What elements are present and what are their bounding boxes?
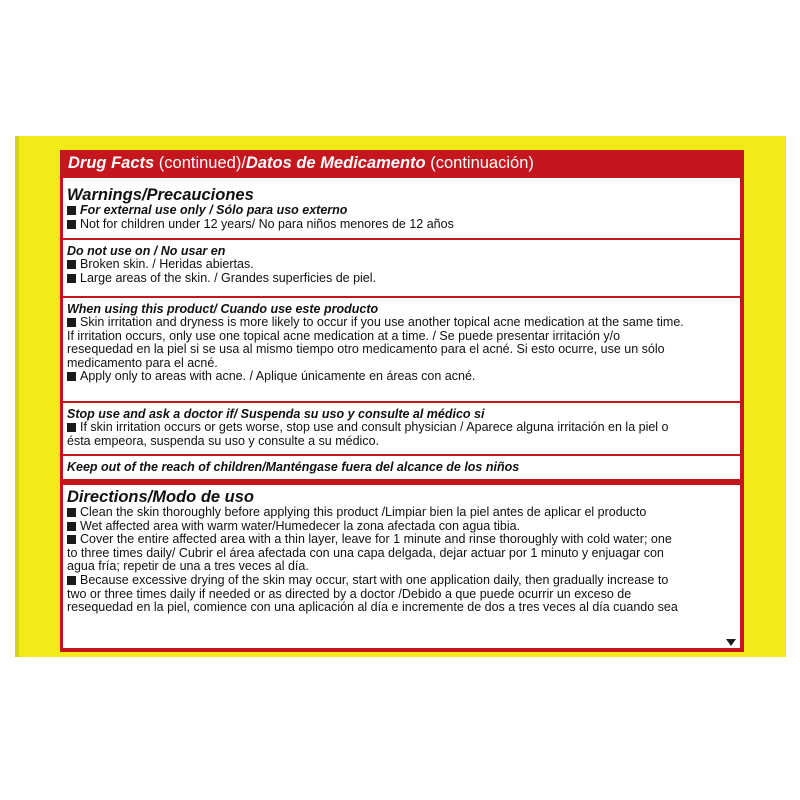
bullet-icon <box>67 220 76 229</box>
directions-item: Because excessive drying of the skin may occur, start with one application daily, then gradually increase to <box>67 574 734 588</box>
when-using-item: Apply only to areas with acne. / Aplique únicamente en áreas con acné. <box>67 370 734 384</box>
header-continued: (continued)/ <box>158 154 246 172</box>
warnings-title: Warnings/Precauciones <box>67 186 254 204</box>
bullet-icon <box>67 260 76 269</box>
when-using-title: When using this product/ Cuando use este producto <box>67 302 379 316</box>
stop-use-item-cont: ésta empeora, suspenda su uso y consulte a su médico. <box>67 433 379 448</box>
header-continuacion: (continuación) <box>430 154 534 172</box>
bullet-icon <box>67 423 76 432</box>
do-not-use-section <box>67 244 734 285</box>
section-divider <box>63 238 740 240</box>
directions-item-cont: resequedad en la piel, comience con una aplicación al día e incremente de dos a tres veces al día cuando sea <box>67 600 678 615</box>
directions-item-cont: agua fría; repetir de una a tres veces al día. <box>67 559 309 574</box>
stop-use-title: Stop use and ask a doctor if/ Suspenda su uso y consulte al médico si <box>67 407 485 421</box>
bullet-icon <box>67 576 76 585</box>
warnings-item: Not for children under 12 years/ No para niños menores de 12 años <box>67 218 734 232</box>
bullet-icon <box>67 318 76 327</box>
continued-arrow-icon <box>726 639 736 646</box>
when-using-item-cont: resequedad en la piel si se usa al mismo tiempo otro medicamento para el acné. Si esto ocurre, use un sólo <box>67 342 665 357</box>
directions-item-cont: to three times daily/ Cubrir el área afectada con una capa delgada, dejar actuar por 1 minuto y enjuagar con <box>67 545 664 560</box>
directions-item: Cover the entire affected area with a thin layer, leave for 1 minute and rinse thoroughly with cold water; one <box>67 533 734 547</box>
keep-out-section <box>67 460 734 474</box>
header-drug-facts: Drug Facts <box>68 154 155 172</box>
directions-item-cont: two or three times daily if needed or as directed by a doctor /Debido a que puede ocurrir un exceso de <box>67 586 632 601</box>
drug-facts-content <box>63 178 740 648</box>
bullet-icon <box>67 508 76 517</box>
directions-title: Directions/Modo de uso <box>67 488 255 506</box>
section-divider <box>63 296 740 298</box>
directions-item: Clean the skin thoroughly before applying this product /Limpiar bien la piel antes de aplicar el producto <box>67 506 734 520</box>
bullet-icon <box>67 535 76 544</box>
do-not-use-title: Do not use on / No usar en <box>67 244 226 258</box>
do-not-use-item: Broken skin. / Heridas abiertas. <box>67 258 734 272</box>
keep-out-text: Keep out of the reach of children/Manténgase fuera del alcance de los niños <box>67 460 520 474</box>
bullet-icon <box>67 206 76 215</box>
when-using-item-cont: medicamento para el acné. <box>67 355 218 370</box>
package-box-edge <box>15 136 19 657</box>
header-datos: Datos de Medicamento <box>245 154 426 172</box>
stop-use-section <box>67 407 734 448</box>
bullet-icon <box>67 274 76 283</box>
when-using-section <box>67 302 734 384</box>
directions-section <box>67 488 734 615</box>
when-using-item: Skin irritation and dryness is more likely to occur if you use another topical acne medication at the same time. <box>67 316 734 330</box>
bullet-icon <box>67 522 76 531</box>
stop-use-item: If skin irritation occurs or gets worse, stop use and consult physician / Aparece alguna irritación en la piel o <box>67 421 734 435</box>
drug-facts-header <box>68 152 738 174</box>
section-divider <box>63 401 740 403</box>
warnings-section <box>67 186 734 231</box>
directions-item: Wet affected area with warm water/Humedecer la zona afectada con agua tibia. <box>67 520 734 534</box>
when-using-item-cont: If irritation occurs, only use one topical acne medication at a time. / Se puede presentar irritación y/o <box>67 328 621 343</box>
section-divider-thick <box>63 479 740 485</box>
do-not-use-item: Large areas of the skin. / Grandes superficies de piel. <box>67 272 734 286</box>
section-divider <box>63 454 740 456</box>
bullet-icon <box>67 372 76 381</box>
warnings-item: For external use only / Sólo para uso externo <box>67 204 734 218</box>
